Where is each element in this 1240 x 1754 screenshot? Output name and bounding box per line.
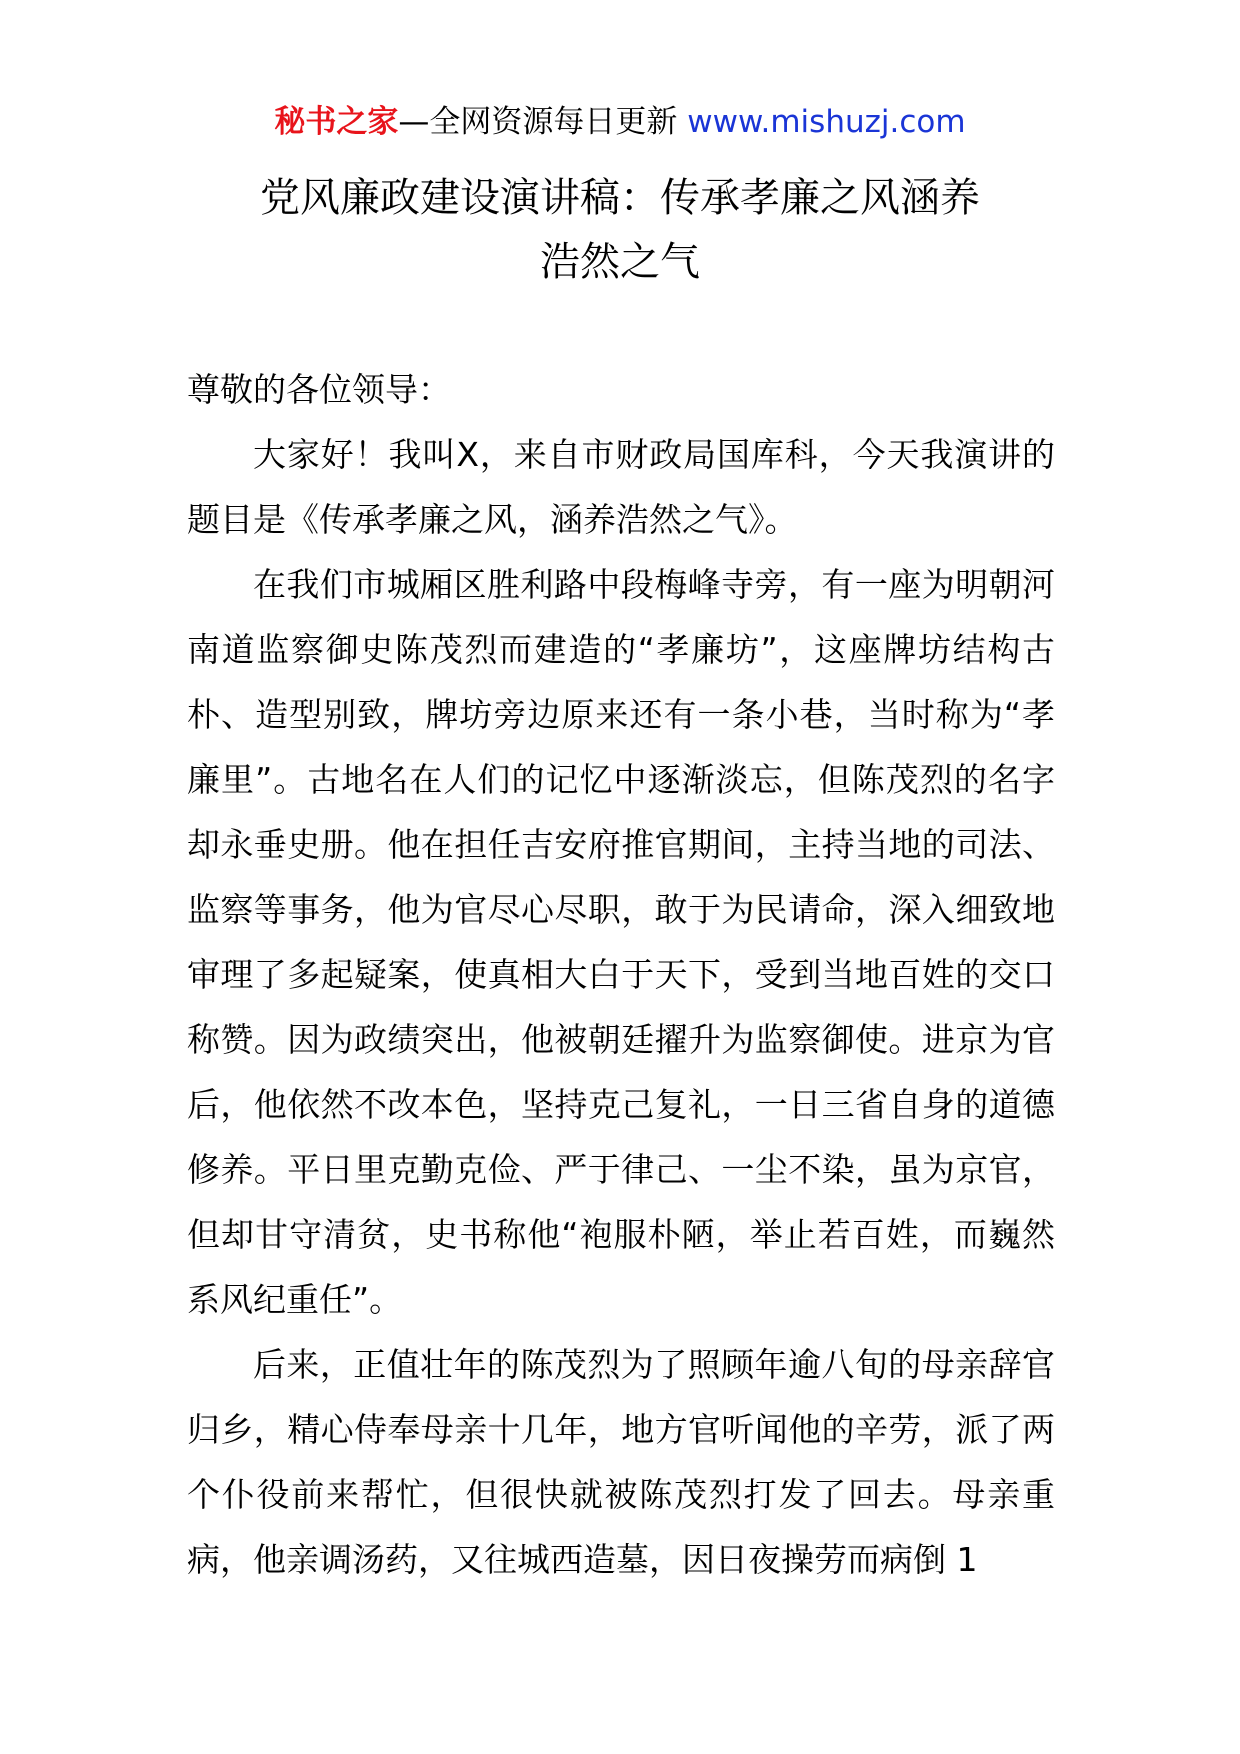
site-brand: 秘书之家 <box>274 104 399 140</box>
document-body <box>187 357 1055 1592</box>
title-line-1: 党风廉政建设演讲稿：传承孝廉之风涵养 <box>260 175 980 221</box>
body-paragraph-1: 大家好！我叫X，来自市财政局国库科，今天我演讲的题目是《传承孝廉之风，涵养浩然之气》。 <box>187 435 1055 539</box>
site-banner <box>0 102 1240 142</box>
site-url-link[interactable]: www.mishuzj.com <box>687 104 966 140</box>
body-paragraph-3: 后来，正值壮年的陈茂烈为了照顾年逾八旬的母亲辞官归乡，精心侍奉母亲十几年，地方官听闻他的辛劳，派了两个仆役前来帮忙，但很快就被陈茂烈打发了回去。母亲重病，他亲调汤药，又往城西造墓，因日夜操劳而病倒 1 <box>187 1345 1055 1579</box>
document-title <box>0 166 1240 294</box>
site-slogan: —全网资源每日更新 <box>398 104 688 140</box>
title-line-2: 浩然之气 <box>540 239 700 285</box>
body-paragraph-2: 在我们市城厢区胜利路中段梅峰寺旁，有一座为明朝河南道监察御史陈茂烈而建造的“孝廉坊”，这座牌坊结构古朴、造型别致，牌坊旁边原来还有一条小巷，当时称为“孝廉里”。古地名在人们的记忆中逐渐淡忘，但陈茂烈的名字却永垂史册。他在担任吉安府推官期间，主持当地的司法、监察等事务，他为官尽心尽职，敢于为民请命，深入细致地审理了多起疑案，使真相大白于天下，受到当地百姓的交口称赞。因为政绩突出，他被朝廷擢升为监察御使。进京为官后，他依然不改本色，坚持克己复礼，一日三省自身的道德修养。平日里克勤克俭、严于律己、一尘不染，虽为京官，但却甘守清贫，史书称他“袍服朴陋，举止若百姓，而巍然系风纪重任”。 <box>187 565 1055 1319</box>
salutation: 尊敬的各位领导： <box>187 370 451 409</box>
